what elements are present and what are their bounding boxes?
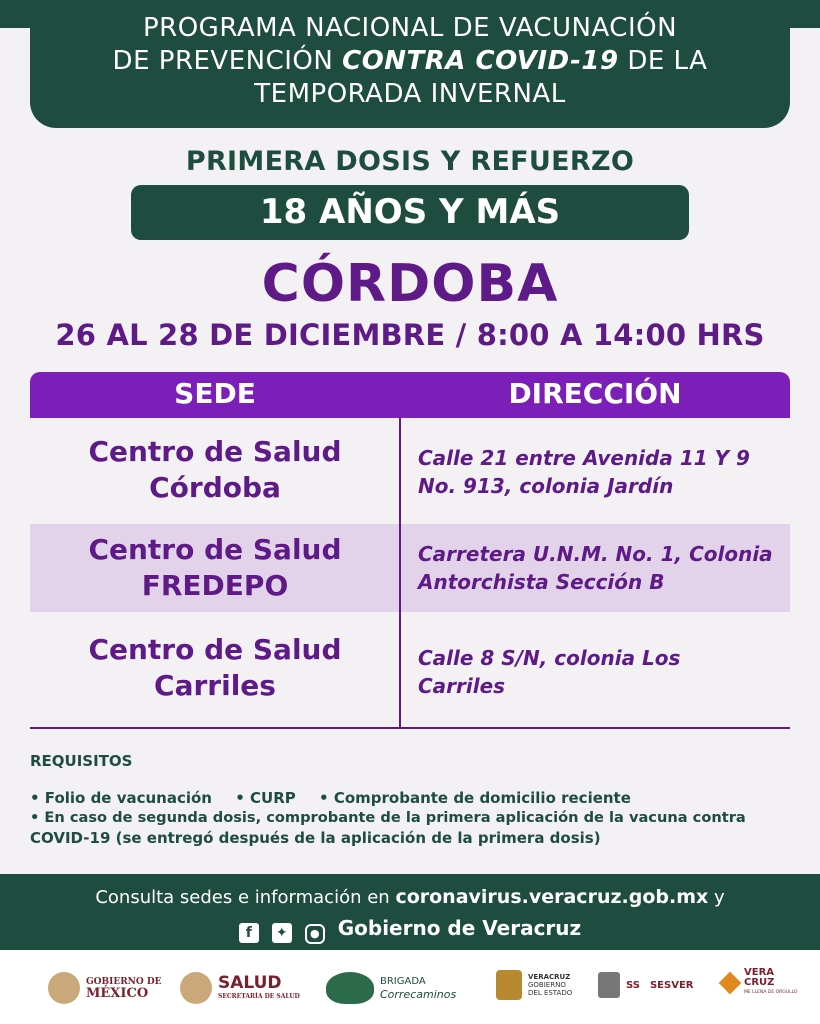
footer: [0, 874, 820, 950]
address-line-1: Calle 8 S/N, colonia Los: [418, 646, 681, 670]
banner-line-2: [30, 45, 790, 78]
column-header-sede: SEDE: [174, 377, 256, 410]
table-header: [30, 372, 790, 418]
salud-logo: [180, 972, 300, 1004]
column-divider: [399, 418, 401, 729]
requirement-item: • CURP: [235, 789, 296, 807]
table-row: [30, 524, 790, 612]
social-account-name: Gobierno de Veracruz: [337, 916, 582, 940]
banner-line-2a: DE PREVENCIÓN: [112, 46, 343, 76]
veracruz-orgullo-logo: [722, 968, 797, 998]
requirement-item: • Folio de vacunación: [30, 789, 212, 807]
address-line-1: Carretera U.N.M. No. 1, Colonia: [418, 542, 773, 566]
sede-name-line-1: Centro de Salud: [88, 533, 342, 566]
banner-line-2b: CONTRA COVID-19: [342, 46, 619, 76]
sede-name-line-1: Centro de Salud: [88, 435, 342, 468]
requirement-item: • Comprobante de domicilio reciente: [319, 789, 631, 807]
address-line-2: Carriles: [418, 674, 506, 698]
sede-name-line-2: FREDEPO: [141, 569, 289, 602]
requirement-second-dose: • En caso de segunda dosis, comprobante de la primera aplicación de la vacuna contra: [30, 809, 746, 826]
logos-strip: [0, 950, 820, 1024]
sede-name-line-2: Carriles: [154, 669, 276, 702]
facebook-icon[interactable]: f: [239, 923, 259, 943]
website-link[interactable]: coronavirus.veracruz.gob.mx: [395, 886, 709, 908]
logo-text: DEL ESTADO: [528, 989, 573, 997]
table-bottom-rule: [30, 727, 790, 729]
star-icon: [719, 972, 742, 995]
address-line-2: Antorchista Sección B: [418, 570, 665, 594]
program-banner: [30, 0, 790, 128]
logo-text: SESVER: [649, 979, 694, 991]
logo-text: VERA: [744, 967, 775, 978]
sede-name: [30, 434, 400, 506]
logo-text: BRIGADA: [380, 976, 426, 987]
banner-line-1: PROGRAMA NACIONAL DE VACUNACIÓN: [142, 13, 678, 43]
coat-of-arms-icon: [496, 970, 522, 1000]
sesver-logo: [598, 972, 693, 998]
logo-text: GOBIERNO DE: [86, 977, 162, 987]
city-title: CÓRDOBA: [261, 254, 559, 314]
requirements-list: [30, 789, 649, 807]
table-row: [30, 612, 790, 727]
gobierno-mexico-logo: [48, 972, 162, 1004]
sede-name: [30, 632, 400, 704]
logo-text: SECRETARÍA DE SALUD: [218, 993, 300, 1000]
brigada-correcaminos-logo: [326, 972, 456, 1004]
sede-name-line-2: Córdoba: [149, 471, 281, 504]
twitter-icon[interactable]: ✦: [272, 923, 292, 943]
table-row: [30, 418, 790, 524]
banner-line-2c: DE LA: [618, 46, 708, 76]
requirements-title: REQUISITOS: [30, 752, 133, 770]
dates-schedule: 26 AL 28 DE DICIEMBRE / 8:00 A 14:00 HRS: [55, 318, 765, 352]
logo-text: SS: [626, 979, 640, 991]
consult-prefix: Consulta sedes e información en: [95, 887, 396, 908]
eagle-seal-icon: [180, 972, 212, 1004]
sede-address: [418, 444, 790, 500]
age-badge: 18 AÑOS Y MÁS: [131, 185, 689, 240]
address-line-1: Calle 21 entre Avenida 11 Y 9: [418, 446, 750, 470]
consult-suffix: y: [708, 887, 725, 908]
dose-title: PRIMERA DOSIS Y REFUERZO: [185, 146, 635, 177]
logo-text: VERACRUZ: [528, 973, 571, 981]
requirement-second-dose-cont: COVID-19 (se entregó después de la aplicación de la primera dosis): [30, 829, 601, 847]
veracruz-gobierno-logo: [496, 970, 572, 1000]
logo-text: GOBIERNO: [528, 981, 566, 989]
sede-address: [418, 644, 790, 700]
instagram-icon[interactable]: ●: [305, 924, 325, 944]
logo-text: MÉXICO: [86, 986, 149, 1001]
social-line: [0, 916, 820, 944]
consult-line: [0, 886, 820, 908]
eagle-seal-icon: [48, 972, 80, 1004]
address-line-2: No. 913, colonia Jardín: [418, 474, 674, 498]
crest-icon: [598, 972, 620, 998]
sede-name: [30, 532, 400, 604]
logo-text: Correcaminos: [380, 988, 457, 1001]
logo-text: ME LLENA DE ORGULLO: [744, 990, 798, 995]
roadrunner-icon: [326, 972, 374, 1004]
sede-name-line-1: Centro de Salud: [88, 633, 342, 666]
column-header-direccion: DIRECCIÓN: [508, 377, 682, 410]
logo-text: CRUZ: [744, 977, 775, 988]
sede-address: [418, 540, 790, 596]
logo-text: SALUD: [218, 973, 282, 993]
banner-line-3: TEMPORADA INVERNAL: [254, 79, 566, 109]
